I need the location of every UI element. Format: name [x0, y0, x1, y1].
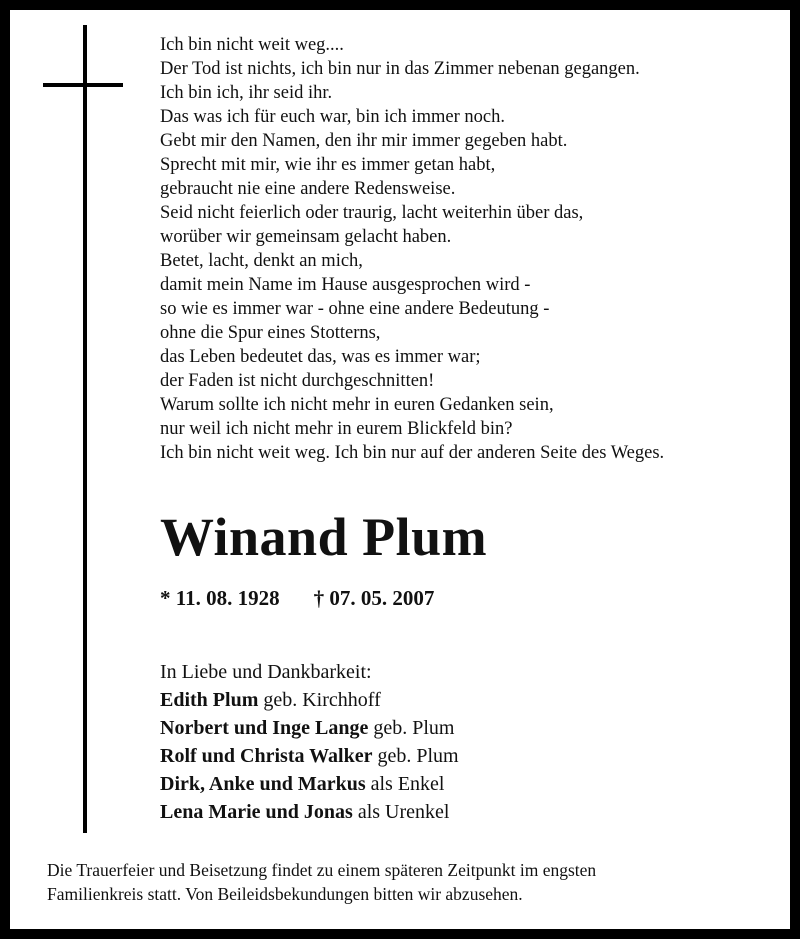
family-member-name: Norbert und Inge Lange	[160, 717, 369, 739]
funeral-notice-line: Familienkreis statt. Von Beileidsbekundungen bitten wir abzusehen.	[47, 884, 523, 904]
family-member-note: geb. Kirchhoff	[258, 689, 381, 711]
poem-line: Warum sollte ich nicht mehr in euren Gedanken sein,	[160, 395, 554, 415]
cross-horizontal-bar	[43, 83, 123, 87]
poem-line: gebraucht nie eine andere Redensweise.	[160, 179, 456, 199]
family-member	[160, 742, 459, 770]
family-member-note: als Enkel	[365, 773, 445, 795]
family-member-name: Lena Marie und Jonas	[160, 801, 353, 823]
poem-line: Ich bin nicht weit weg....	[160, 35, 344, 55]
poem-line: das Leben bedeutet das, was es immer war;	[160, 347, 481, 367]
death-date: † 07. 05. 2007	[313, 586, 435, 610]
family-member	[160, 770, 459, 798]
poem-line: ohne die Spur eines Stotterns,	[160, 323, 381, 343]
poem-line: Sprecht mit mir, wie ihr es immer getan habt,	[160, 155, 496, 175]
family-intro: In Liebe und Dankbarkeit:	[160, 661, 372, 683]
poem-line: Seid nicht feierlich oder traurig, lacht weiterhin über das,	[160, 203, 584, 223]
family-list	[160, 658, 459, 826]
poem-line: damit mein Name im Hause ausgesprochen wird -	[160, 275, 531, 295]
family-member-note: als Urenkel	[352, 801, 450, 823]
poem-line: Das was ich für euch war, bin ich immer noch.	[160, 107, 505, 127]
poem-line: Ich bin ich, ihr seid ihr.	[160, 83, 333, 103]
family-member	[160, 714, 459, 742]
birth-date: * 11. 08. 1928	[160, 586, 280, 610]
poem-line: Gebt mir den Namen, den ihr mir immer gegeben habt.	[160, 131, 568, 151]
poem-line: der Faden ist nicht durchgeschnitten!	[160, 371, 435, 391]
poem-line: Der Tod ist nichts, ich bin nur in das Zimmer nebenan gegangen.	[160, 59, 640, 79]
poem-line: nur weil ich nicht mehr in eurem Blickfeld bin?	[160, 419, 513, 439]
funeral-notice-line: Die Trauerfeier und Beisetzung findet zu einem späteren Zeitpunkt im engsten	[47, 860, 597, 880]
poem-line: Ich bin nicht weit weg. Ich bin nur auf der anderen Seite des Weges.	[160, 443, 665, 463]
poem-line: Betet, lacht, denkt an mich,	[160, 251, 363, 271]
family-member-name: Edith Plum	[160, 689, 259, 711]
poem-line: so wie es immer war - ohne eine andere Bedeutung -	[160, 299, 550, 319]
family-member	[160, 686, 459, 714]
funeral-notice	[47, 858, 596, 906]
family-member-name: Rolf und Christa Walker	[160, 745, 373, 767]
family-member-note: geb. Plum	[372, 745, 459, 767]
family-member-name: Dirk, Anke und Markus	[160, 773, 366, 795]
family-member	[160, 798, 459, 826]
deceased-name: Winand Plum	[160, 507, 488, 567]
poem-line: worüber wir gemeinsam gelacht haben.	[160, 227, 452, 247]
family-member-note: geb. Plum	[368, 717, 455, 739]
poem	[160, 33, 664, 465]
life-dates	[160, 584, 434, 612]
cross-vertical-bar	[83, 25, 87, 833]
